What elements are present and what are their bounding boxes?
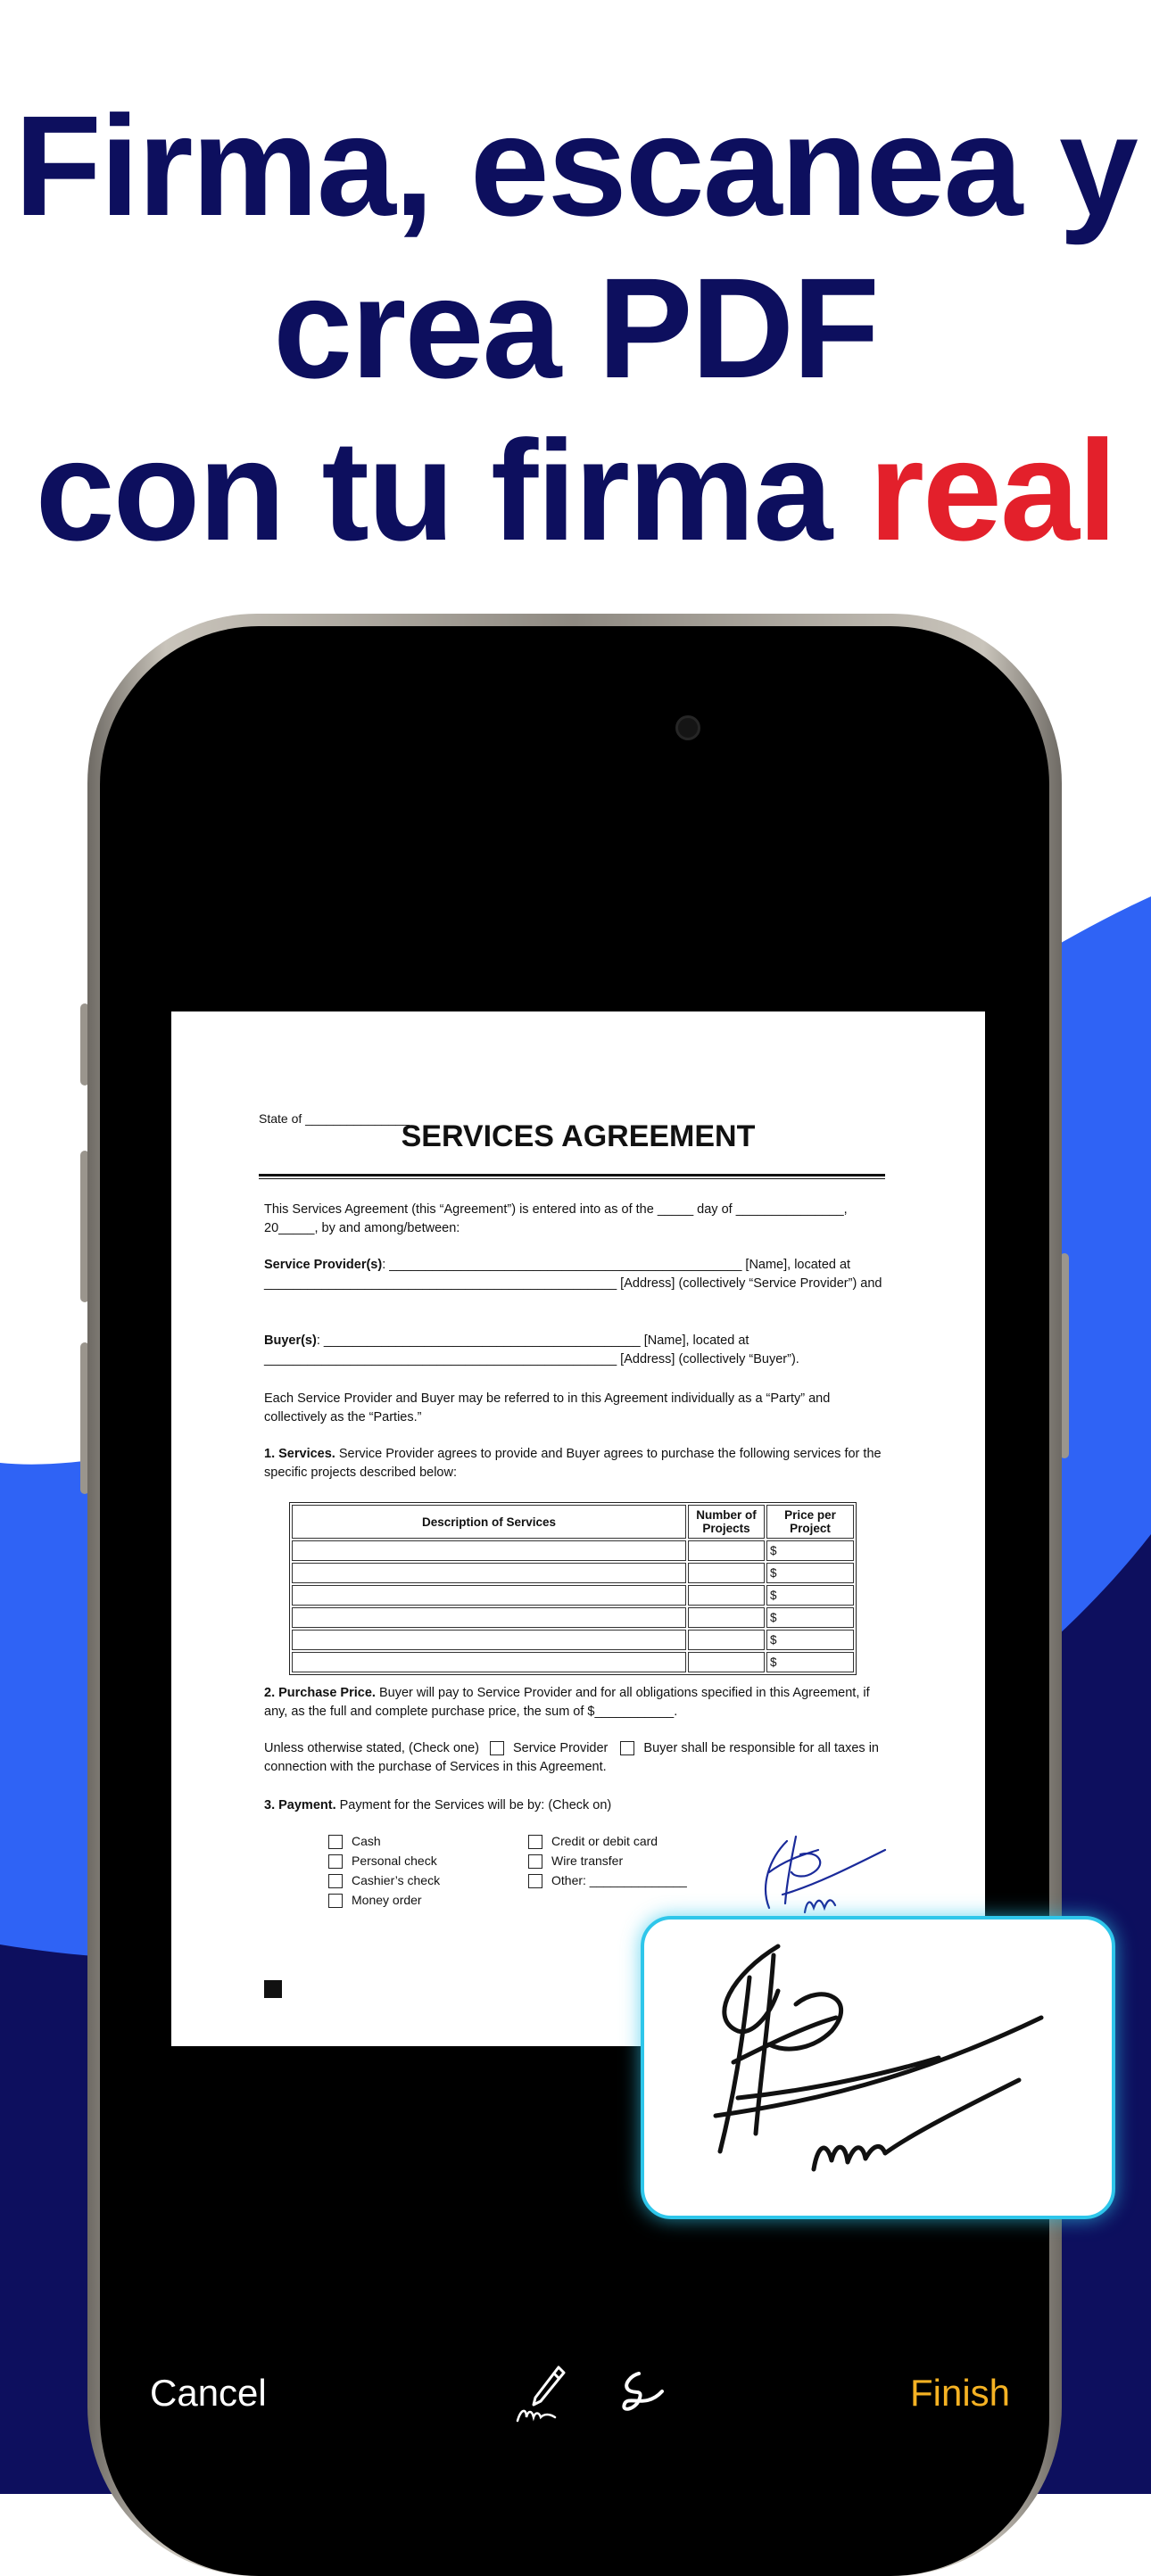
payment-text: Payment for the Services will be by: (Check on) [335,1798,612,1812]
headline-line-2: crea PDF [273,248,878,408]
payment-option [528,1871,687,1890]
front-camera-icon [675,715,700,740]
table-header: Price per Project [766,1505,854,1539]
headline-accent-word: real [868,410,1116,570]
services-label: 1. Services. [264,1447,335,1461]
price-label: 2. Purchase Price. [264,1686,376,1700]
brand-logo-icon [264,1980,282,1998]
services-text: Service Provider agrees to provide and Buyer agrees to purchase the following services for the specific projects described below: [264,1447,882,1480]
doc-price [264,1684,889,1721]
payment-option-label: Cash [352,1834,381,1848]
buyer-text: : ____________________________________________ [Name], located at _________________________________________________ [Address] (collectively “Buyer”). [264,1333,799,1366]
table-cell [292,1585,686,1606]
doc-services [264,1445,889,1482]
checkbox [528,1854,542,1869]
payment-option-label: Other: ______________ [551,1873,687,1887]
table-cell [688,1652,765,1672]
payment-option [328,1871,440,1890]
scanned-document [171,1011,985,2046]
services-table [289,1502,857,1675]
doc-provider [264,1256,889,1293]
doc-taxes [264,1739,889,1777]
table-header: Number of Projects [688,1505,765,1539]
checkbox [328,1874,343,1888]
payment-option [528,1832,658,1851]
finish-button[interactable]: Finish [910,2372,1011,2414]
table-row [292,1563,854,1583]
checkbox [328,1854,343,1869]
payment-option [328,1832,381,1851]
table-cell: $ [766,1585,854,1606]
cancel-button[interactable]: Cancel [150,2372,267,2414]
title-rule-thin [259,1178,885,1179]
headline-line-1: Firma, escanea y [14,86,1137,245]
doc-title: SERVICES AGREEMENT [401,1119,756,1153]
table-cell [292,1540,686,1561]
payment-option-label: Personal check [352,1854,437,1868]
checkbox [328,1894,343,1908]
placed-signature [751,1823,894,1921]
payment-option [328,1891,422,1910]
headline-line-3-main: con tu firma [35,410,869,570]
payment-option-label: Cashier’s check [352,1873,441,1887]
checkbox [528,1835,542,1849]
table-cell: $ [766,1630,854,1650]
table-cell: $ [766,1540,854,1561]
payment-option [328,1852,437,1870]
handwritten-signature [644,1920,1112,2216]
signature-preview-card[interactable] [641,1916,1115,2219]
headline [0,85,1151,572]
checkbox [620,1741,634,1755]
table-cell: $ [766,1563,854,1583]
table-cell [688,1585,765,1606]
table-cell [292,1630,686,1650]
checkbox [328,1835,343,1849]
table-cell [688,1563,765,1583]
doc-intro: This Services Agreement (this “Agreement”) is entered into as of the _____ day of _______________, 20_____, by and among/between: [264,1202,848,1235]
table-row [292,1652,854,1672]
title-rule [259,1174,885,1177]
table-cell [688,1607,765,1628]
table-row [292,1585,854,1606]
payment-option-label: Credit or debit card [551,1834,658,1848]
price-text: Buyer will pay to Service Provider and for all obligations specified in this Agreement, if any, as the full and complete purchase price, the sum of $___________. [264,1686,870,1719]
taxes-pre: Unless otherwise stated, (Check one) [264,1741,479,1755]
provider-label: Service Provider(s) [264,1258,383,1272]
provider-text: : _________________________________________________ [Name], located at _________________________________________________ [Address] (collectively “Service Provider”) and [264,1258,882,1291]
scribble-icon[interactable] [616,2368,669,2422]
taxes-opt1: Service Provider [513,1741,609,1755]
table-row [292,1607,854,1628]
table-row [292,1540,854,1561]
table-cell: $ [766,1607,854,1628]
taxes-opt2: Buyer shall be responsible for all taxes in connection with the purchase of Services in this Agreement. [264,1741,879,1774]
doc-parties: Each Service Provider and Buyer may be referred to in this Agreement individually as a “Party” and collectively as the “Parties.” [264,1391,831,1424]
table-cell [688,1540,765,1561]
table-row [292,1630,854,1650]
payment-label: 3. Payment. [264,1798,336,1812]
table-cell [292,1563,686,1583]
table-cell [292,1652,686,1672]
checkbox [490,1741,504,1755]
payment-option-label: Money order [352,1893,422,1907]
doc-payment [264,1796,889,1815]
payment-option [528,1852,623,1870]
table-cell [688,1630,765,1650]
table-cell [292,1607,686,1628]
table-cell: $ [766,1652,854,1672]
checkbox [528,1874,542,1888]
pen-signature-icon[interactable] [514,2364,567,2426]
buyer-label: Buyer(s) [264,1333,317,1348]
doc-buyer [264,1332,889,1369]
headline-line-3 [0,409,1151,572]
doc-state-line: State of _______________ [259,1111,410,1126]
table-header: Description of Services [292,1505,686,1539]
table-header-row [292,1505,854,1539]
payment-option-label: Wire transfer [551,1854,624,1868]
